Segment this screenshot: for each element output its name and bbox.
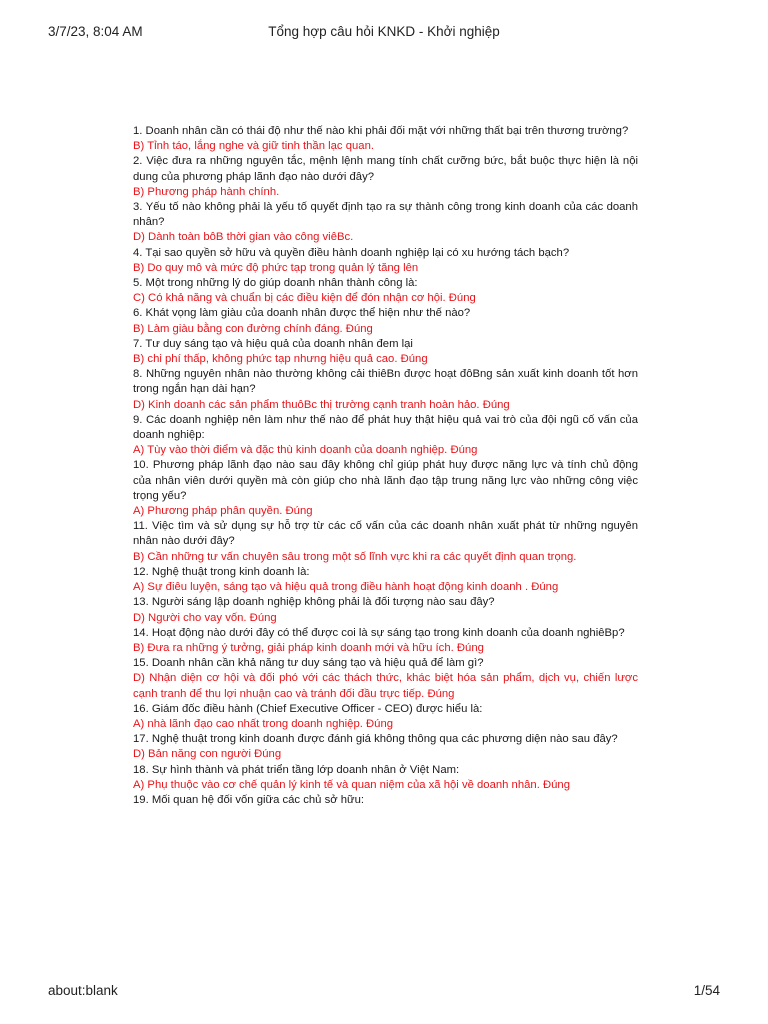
answer-text: B) Do quy mô và mức độ phức tạp trong quản lý tăng lên: [133, 261, 419, 274]
question-text: 10. Phương pháp lãnh đạo nào sau đây không chỉ giúp phát huy được năng lực và tính chủ động của nhân viên dưới quyền mà còn giúp cho nhà lãnh đạo tập trung năng lực vào những công việc trọng yếu?: [133, 459, 638, 502]
answer-text: B) chi phí thấp, không phức tạp nhưng hiệu quả cao. Đúng: [133, 353, 428, 366]
question-text: 11. Việc tìm và sử dụng sự hỗ trợ từ các cố vấn của các doanh nhân xuất phát từ những nguyên nhân nào dưới đây?: [133, 520, 638, 548]
question-text: 18. Sự hình thành và phát triển tầng lớp doanh nhân ở Việt Nam:: [133, 763, 460, 776]
page-footer: [0, 983, 768, 1003]
answer-text: D) Bản năng con người Đúng: [133, 748, 282, 761]
page-url: about:blank: [48, 983, 118, 998]
answer-text: B) Tỉnh táo, lắng nghe và giữ tinh thần lạc quan.: [133, 140, 374, 153]
answer-text: B) Đưa ra những ý tưởng, giải pháp kinh doanh mới và hữu ích. Đúng: [133, 641, 484, 654]
page-number: 1/54: [693, 983, 720, 998]
answer-text: A) Phụ thuộc vào cơ chế quản lý kinh tế và quan niệm của xã hội về doanh nhân. Đúng: [133, 778, 570, 791]
question-text: 16. Giám đốc điều hành (Chief Executive Officer - CEO) được hiểu là:: [133, 702, 483, 715]
question-text: 17. Nghệ thuật trong kinh doanh được đánh giá không thông qua các phương diện nào sau đây?: [133, 733, 618, 746]
question-text: 9. Các doanh nghiệp nên làm như thế nào để phát huy thật hiệu quả vai trò của đội ngũ cố vấn của doanh nghiệp:: [133, 413, 638, 442]
answer-text: B) Cần những tư vấn chuyên sâu trong một số lĩnh vực khi ra các quyết định quan trọng.: [133, 550, 577, 563]
answer-text: B) Phương pháp hành chính.: [133, 185, 280, 198]
document-title: Tổng hợp câu hỏi KNKD - Khởi nghiệp: [268, 24, 500, 39]
question-text: 4. Tại sao quyền sở hữu và quyền điều hành doanh nghiệp lại có xu hướng tách bạch?: [133, 246, 570, 259]
question-text: 13. Người sáng lập doanh nghiệp không phải là đối tượng nào sau đây?: [133, 596, 495, 609]
question-list: [133, 124, 638, 808]
question-text: 1. Doanh nhân cần có thái độ như thế nào khi phải đối mặt với những thất bại trên thương trường?: [133, 125, 629, 137]
question-text: 3. Yếu tố nào không phải là yếu tố quyết định tạo ra sự thành công trong kinh doanh của các doanh nhân?: [133, 201, 638, 229]
question-text: 19. Mối quan hệ đối vốn giữa các chủ sở hữu:: [133, 793, 365, 806]
answer-text: D) Kinh doanh các sản phẩm thuôBc thị trường cạnh tranh hoàn hảo. Đúng: [133, 398, 510, 411]
answer-text: B) Làm giàu bằng con đường chính đáng. Đúng: [133, 322, 373, 335]
answer-text: D) Nhận diện cơ hội và đối phó với các thách thức, khác biệt hóa sản phẩm, dịch vụ, chiến lược cạnh tranh để thu lợi nhuận cao và tránh đối đầu trực tiếp. Đúng: [133, 672, 638, 700]
answer-text: A) Sự điêu luyện, sáng tạo và hiệu quả trong điều hành hoạt động kinh doanh . Đúng: [133, 581, 559, 594]
answer-text: C) Có khả năng và chuẩn bị các điều kiện để đón nhận cơ hội. Đúng: [133, 292, 476, 305]
question-text: 14. Hoạt động nào dưới đây có thể được coi là sự sáng tạo trong kinh doanh của doanh nghiêBp?: [133, 626, 625, 639]
answer-text: D) Người cho vay vốn. Đúng: [133, 611, 277, 624]
print-datetime: 3/7/23, 8:04 AM: [48, 24, 143, 39]
question-text: 2. Việc đưa ra những nguyên tắc, mệnh lệnh mang tính chất cưỡng bức, bắt buộc thực hiện là nội dung của phương pháp lãnh đạo nào dưới đây?: [133, 155, 638, 183]
question-text: 12. Nghệ thuật trong kinh doanh là:: [133, 565, 310, 578]
answer-text: A) Tùy vào thời điểm và đặc thù kinh doanh của doanh nghiệp. Đúng: [133, 444, 478, 457]
answer-text: D) Dành toàn bôB thời gian vào công viêBc.: [133, 231, 354, 244]
question-text: 7. Tư duy sáng tạo và hiệu quả của doanh nhân đem lại: [133, 337, 413, 350]
page-header: [0, 24, 768, 44]
question-text: 6. Khát vọng làm giàu của doanh nhân được thể hiện như thế nào?: [133, 307, 471, 320]
question-text: 5. Một trong những lý do giúp doanh nhân thành công là:: [133, 277, 418, 290]
answer-text: A) nhà lãnh đạo cao nhất trong doanh nghiệp. Đúng: [133, 717, 394, 730]
question-text: 8. Những nguyên nhân nào thường không cải thiêBn được hoạt đôBng sản xuất kinh doanh tốt hơn trong ngắn hạn dài hạn?: [133, 368, 638, 396]
answer-text: A) Phương pháp phân quyền. Đúng: [133, 505, 313, 518]
question-text: 15. Doanh nhân cần khả năng tư duy sáng tạo và hiệu quả để làm gì?: [133, 657, 484, 670]
